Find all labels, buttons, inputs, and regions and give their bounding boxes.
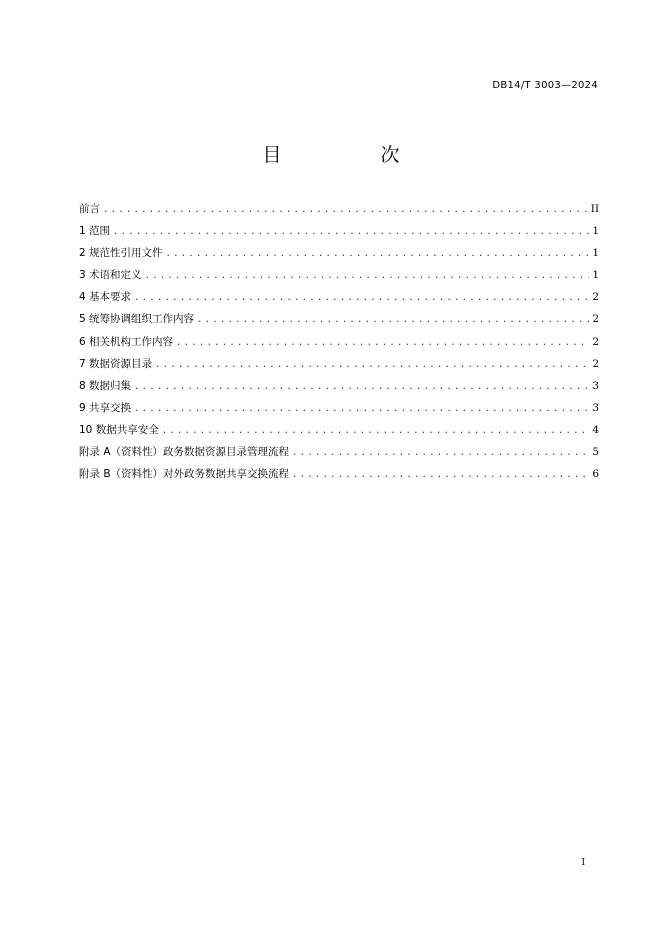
- toc-entry-label: 7 数据资源目录: [79, 357, 153, 370]
- toc-leader-dots: [113, 224, 589, 240]
- page-title: 目 次: [262, 144, 440, 166]
- toc-entry-4[interactable]: [79, 289, 599, 311]
- document-code: DB14/T 3003—2024: [492, 80, 598, 91]
- toc-entry-label: 3 术语和定义: [79, 269, 142, 282]
- page-number: I: [581, 858, 585, 868]
- toc-leader-dots: [134, 379, 589, 395]
- toc-leader-dots: [197, 312, 589, 328]
- toc-entry-page: II: [590, 203, 599, 215]
- toc-leader-dots: [134, 401, 589, 417]
- toc-leader-dots: [166, 246, 590, 262]
- toc-entry-10[interactable]: [79, 422, 599, 444]
- toc-entry-6[interactable]: [79, 334, 599, 356]
- toc-leader-dots: [176, 335, 589, 351]
- toc-leader-dots: [292, 445, 589, 461]
- toc-entry-label: 前言: [79, 203, 100, 215]
- toc-leader-dots: [145, 268, 590, 284]
- toc-entry-page: 6: [592, 468, 599, 481]
- toc-entry-page: 4: [592, 423, 599, 436]
- toc-entry-label: 5 统筹协调组织工作内容: [79, 313, 195, 326]
- toc-leader-dots: [162, 423, 590, 439]
- toc-entry-page: 3: [592, 401, 599, 414]
- toc-entry-page: 2: [592, 335, 599, 348]
- toc-leader-dots: [103, 202, 588, 218]
- toc-entry-page: 2: [592, 291, 599, 304]
- table-of-contents: [79, 201, 599, 488]
- toc-entry-appendix-a[interactable]: [79, 444, 599, 466]
- toc-leader-dots: [292, 467, 589, 483]
- toc-leader-dots: [155, 357, 589, 373]
- toc-entry-label: 1 范围: [79, 225, 111, 238]
- toc-entry-page: 3: [592, 379, 599, 392]
- toc-entry-page: 1: [592, 225, 599, 238]
- toc-entry-page: 5: [592, 446, 599, 459]
- toc-entry-page: 1: [592, 247, 599, 260]
- toc-entry-label: 6 相关机构工作内容: [79, 335, 174, 348]
- toc-entry-label: 附录 B（资料性）对外政务数据共享交换流程: [79, 468, 290, 481]
- toc-leader-dots: [134, 290, 589, 306]
- toc-entry-3[interactable]: [79, 267, 599, 289]
- toc-entry-label: 9 共享交换: [79, 401, 132, 414]
- toc-entry-7[interactable]: [79, 356, 599, 378]
- toc-entry-8[interactable]: [79, 378, 599, 400]
- toc-entry-label: 8 数据归集: [79, 379, 132, 392]
- toc-entry-label: 2 规范性引用文件: [79, 247, 163, 260]
- toc-entry-label: 10 数据共享安全: [79, 423, 159, 436]
- toc-entry-page: 1: [592, 269, 599, 282]
- toc-entry-1[interactable]: [79, 223, 599, 245]
- toc-entry-appendix-b[interactable]: [79, 466, 599, 488]
- toc-entry-label: 4 基本要求: [79, 291, 132, 304]
- toc-entry-page: 2: [592, 313, 599, 326]
- toc-entry-page: 2: [592, 357, 599, 370]
- toc-entry-label: 附录 A（资料性）政务数据资源目录管理流程: [79, 446, 290, 459]
- toc-entry-9[interactable]: [79, 400, 599, 422]
- toc-entry-foreword[interactable]: [79, 201, 599, 223]
- toc-entry-2[interactable]: [79, 245, 599, 267]
- toc-entry-5[interactable]: [79, 311, 599, 333]
